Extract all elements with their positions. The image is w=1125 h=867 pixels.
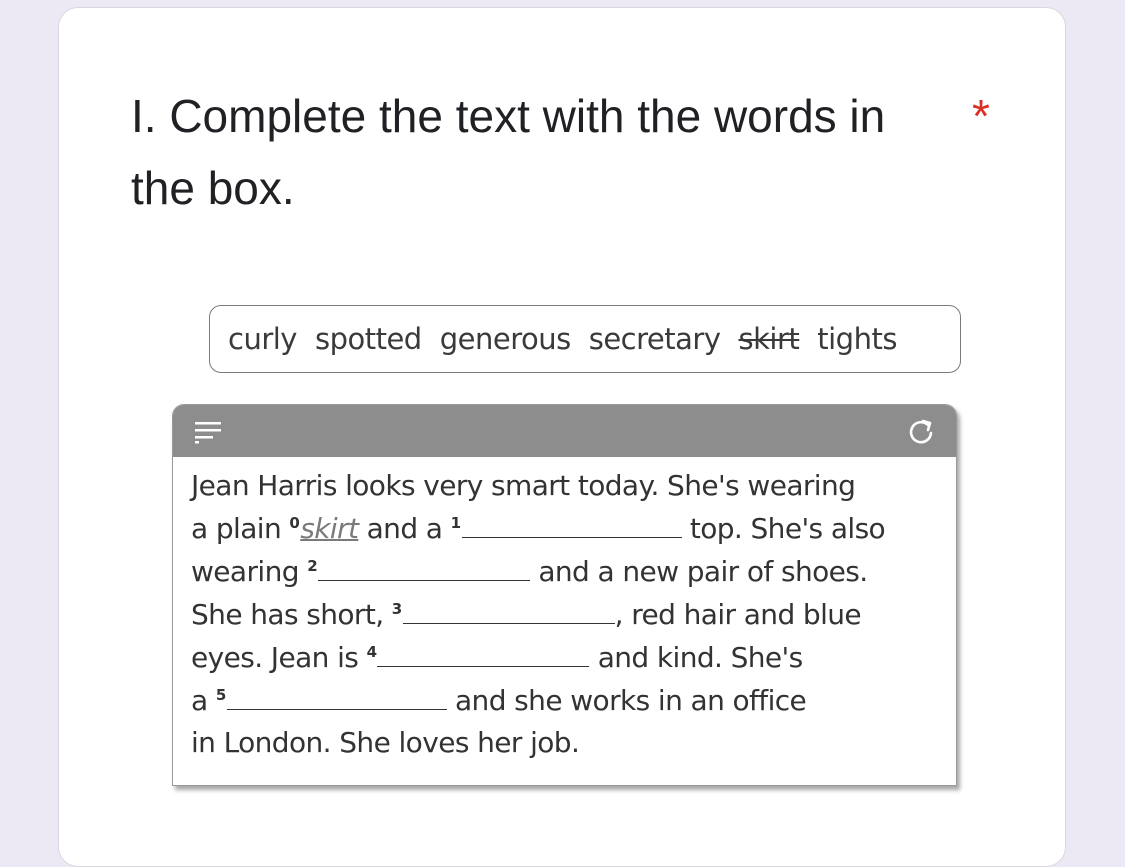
text-line: She has short, $^3$ , red hair and blue — [191, 593, 938, 636]
word-secretary: secretary — [588, 322, 721, 356]
gap-number-1: 1 — [450, 513, 461, 532]
question-card — [58, 7, 1066, 867]
blank-1 — [462, 507, 682, 538]
gap-number-4: 4 — [366, 642, 377, 661]
word-skirt-used: skirt — [738, 322, 800, 356]
gap-number-3: 3 — [391, 599, 402, 618]
gap-number-5: 5 — [215, 685, 226, 704]
example-answer: skirt — [300, 512, 359, 545]
menu-icon — [195, 420, 221, 444]
text-line: in London. She loves her job. — [191, 726, 580, 759]
blank-2 — [318, 550, 530, 581]
word-generous: generous — [439, 322, 571, 356]
gap-number-0: 0 — [289, 513, 300, 532]
exercise-text — [173, 457, 956, 764]
exercise-header-bar — [173, 405, 956, 457]
refresh-icon — [906, 417, 936, 447]
text-line: a $^5$ and she works in an office — [191, 679, 938, 722]
text-line: eyes. Jean is $^4$ and kind. She's — [191, 636, 938, 679]
text-line: Jean Harris looks very smart today. She's wearing — [191, 469, 856, 502]
text-line: wearing $^2$ and a new pair of shoes. — [191, 550, 938, 593]
exercise-image — [172, 404, 957, 786]
gap-number-2: 2 — [307, 556, 318, 575]
required-indicator: * — [972, 90, 990, 142]
question-title: I. Complete the text with the words in the box. — [131, 90, 886, 214]
word-spotted: spotted — [314, 322, 422, 356]
blank-3 — [403, 593, 615, 624]
blank-5 — [227, 679, 447, 710]
blank-4 — [377, 636, 589, 667]
word-curly: curly — [228, 322, 297, 356]
word-box — [209, 305, 961, 373]
text-line: a plain $^0$skirt and a $^1$ top. She's also — [191, 507, 938, 550]
word-tights: tights — [817, 322, 897, 356]
